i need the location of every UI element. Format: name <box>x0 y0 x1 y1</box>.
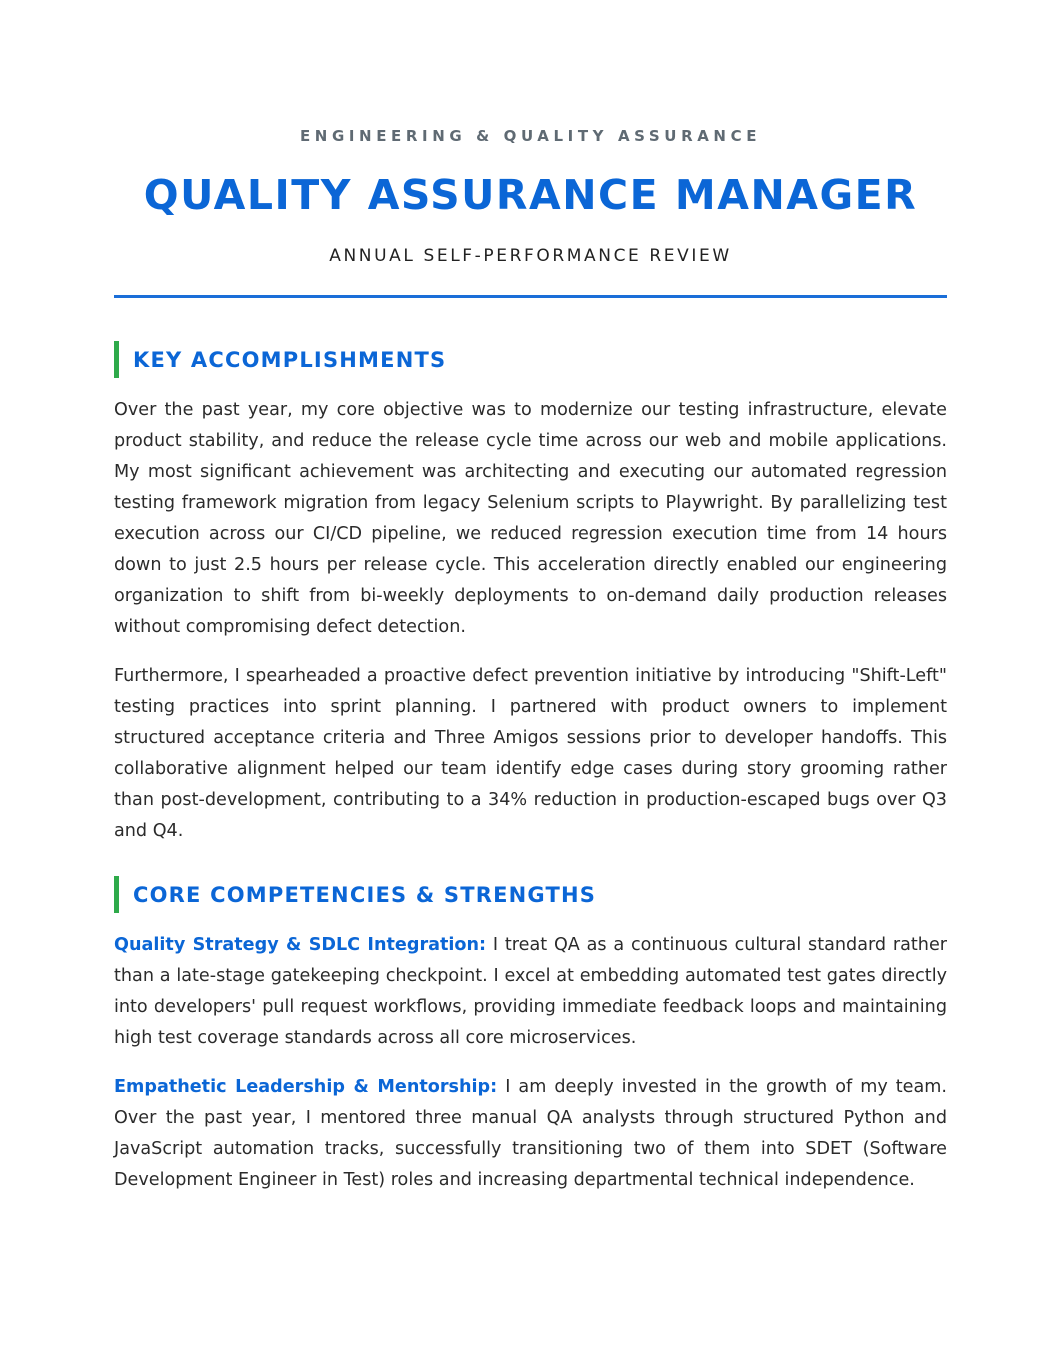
document-subtitle: ANNUAL SELF-PERFORMANCE REVIEW <box>329 246 732 266</box>
competency-item <box>114 1072 947 1196</box>
section-title: KEY ACCOMPLISHMENTS <box>133 348 447 372</box>
section-heading <box>114 341 947 379</box>
competency-lead: Empathetic Leadership & Mentorship: <box>114 1077 498 1097</box>
section-accent-bar <box>114 876 119 913</box>
section-title: CORE COMPETENCIES & STRENGTHS <box>133 883 597 907</box>
paragraph: Furthermore, I spearheaded a proactive defect prevention initiative by introducing "Shift-Left" testing practices into sprint planning. I partnered with product owners to implement structured acceptance criteria and Three Amigos sessions prior to developer handoffs. This collaborative alignment helped our team identify edge cases during story grooming rather than post-development, contributing to a 34% reduction in production-escaped bugs over Q3 and Q4. <box>114 666 947 841</box>
competency-item <box>114 930 947 1054</box>
review-document <box>114 0 948 1190</box>
document-title: QUALITY ASSURANCE MANAGER <box>143 171 918 219</box>
competency-text: I am deeply invested in the growth of my team. Over the past year, I mentored three manual QA analysts through structured Python and JavaScript automation tracks, successfully transitioning two of them into SDET (Software Development Engineer in Test) roles and increasing departmental technical independence. <box>114 1077 947 1190</box>
section-heading <box>114 876 947 914</box>
document-header <box>114 0 947 298</box>
section-accent-bar <box>114 341 119 378</box>
header-divider <box>114 295 947 298</box>
paragraph: Over the past year, my core objective was to modernize our testing infrastructure, elevate product stability, and reduce the release cycle time across our web and mobile applications. My most significant achievement was architecting and executing our automated regression testing framework migration from legacy Selenium scripts to Playwright. By parallelizing test execution across our CI/CD pipeline, we reduced regression execution time from 14 hours down to just 2.5 hours per release cycle. This acceleration directly enabled our engineering organization to shift from bi-weekly deployments to on-demand daily production releases without compromising defect detection. <box>114 400 947 637</box>
competency-text: I treat QA as a continuous cultural standard rather than a late-stage gatekeeping checkpoint. I excel at embedding automated test gates directly into developers' pull request workflows, providing immediate feedback loops and maintaining high test coverage standards across all core microservices. <box>114 935 948 1048</box>
competency-lead: Quality Strategy & SDLC Integration: <box>114 935 487 955</box>
section-core-competencies <box>114 876 947 1196</box>
department-label: ENGINEERING & QUALITY ASSURANCE <box>299 127 762 145</box>
section-key-accomplishments <box>114 341 947 847</box>
